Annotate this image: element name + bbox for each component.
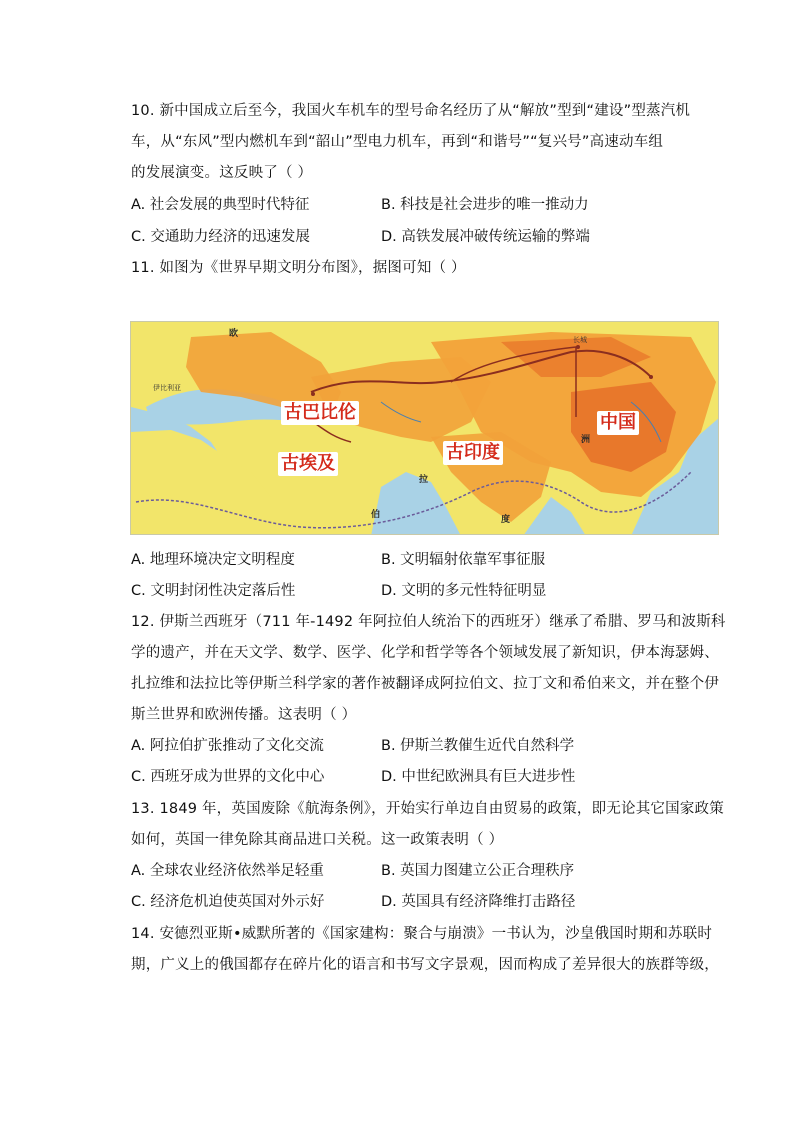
q13-stem-line-1: 13. 1849 年，英国废除《航海条例》，开始实行单边自由贸易的政策，即无论其它国家政策	[131, 801, 724, 817]
map-label-babylon: 古巴比伦	[281, 401, 359, 425]
q10-stem-line-3: 的发展演变。这反映了（ ）	[131, 165, 313, 181]
q11-option-a[interactable]: A. 地理环境决定文明程度	[131, 552, 295, 568]
q12-stem-line-4: 斯兰世界和欧洲传播。这表明（ ）	[131, 707, 357, 723]
map-label-china: 中国	[597, 411, 639, 435]
q14-stem-line-2: 期，广义上的俄国都存在碎片化的语言和书写文字景观，因而构成了差异很大的族群等级，	[131, 957, 719, 973]
q11-option-c[interactable]: C. 文明封闭性决定落后性	[131, 583, 296, 599]
q12-stem-line-3: 扎拉维和法拉比等伊斯兰科学家的著作被翻译成阿拉伯文、拉丁文和希伯来文，并在整个伊	[131, 676, 719, 692]
q12-option-d[interactable]: D. 中世纪欧洲具有巨大进步性	[381, 769, 576, 785]
map-label-greatwall: 长城	[573, 336, 587, 344]
q10-stem-line-1: 10. 新中国成立后至今，我国火车机车的型号命名经历了从“解放”型到“建设”型蒸汽机	[131, 103, 691, 119]
q12-option-a[interactable]: A. 阿拉伯扩张推动了文化交流	[131, 738, 324, 754]
map-label-egypt: 古埃及	[278, 452, 338, 476]
q11-stem-line-1: 11. 如图为《世界早期文明分布图》，据图可知（ ）	[131, 260, 466, 276]
q10-option-b[interactable]: B. 科技是社会进步的唯一推动力	[381, 197, 589, 213]
map-region-europe: 欧	[229, 329, 239, 339]
early-civilizations-map	[130, 321, 719, 535]
q11-option-b[interactable]: B. 文明辐射依靠军事征服	[381, 552, 546, 568]
q13-option-b[interactable]: B. 英国力图建立公正合理秩序	[381, 863, 575, 879]
q13-option-d[interactable]: D. 英国具有经济降维打击路径	[381, 894, 576, 910]
q10-option-d[interactable]: D. 高铁发展冲破传统运输的弊端	[381, 229, 590, 245]
q12-stem-line-2: 学的遗产，并在天文学、数学、医学、化学和哲学等各个领域发展了新知识，伊本海瑟姆、	[131, 645, 719, 661]
map-city-dot	[311, 392, 315, 396]
q12-option-b[interactable]: B. 伊斯兰教催生近代自然科学	[381, 738, 575, 754]
map-label-iberia: 伊比利亚	[153, 384, 181, 392]
map-region-asia: 洲	[581, 435, 591, 445]
q12-option-c[interactable]: C. 西班牙成为世界的文化中心	[131, 769, 325, 785]
q10-stem-line-2: 车，从“东风”型内燃机车到“韶山”型电力机车，再到“和谐号”“复兴号”高速动车组	[131, 134, 664, 150]
q13-stem-line-2: 如何，英国一律免除其商品进口关税。这一政策表明（ ）	[131, 832, 504, 848]
map-city-dot	[576, 345, 580, 349]
map-label-india-sub: 度	[501, 515, 511, 525]
q10-option-c[interactable]: C. 交通助力经济的迅速发展	[131, 229, 310, 245]
q13-option-a[interactable]: A. 全球农业经济依然举足轻重	[131, 863, 324, 879]
q13-option-c[interactable]: C. 经济危机迫使英国对外示好	[131, 894, 325, 910]
q10-option-a[interactable]: A. 社会发展的典型时代特征	[131, 197, 310, 213]
map-label-arabia: 拉	[419, 475, 429, 485]
map-city-dot	[649, 375, 653, 379]
map-label-india: 古印度	[443, 441, 503, 465]
q14-stem-line-1: 14. 安德烈亚斯•威默所著的《国家建构：聚合与崩溃》一书认为，沙皇俄国时期和苏联时	[131, 926, 713, 942]
q12-stem-line-1: 12. 伊斯兰西班牙（711 年-1492 年阿拉伯人统治下的西班牙）继承了希腊、罗马和波斯科	[131, 614, 726, 630]
map-label-arabia-2: 伯	[371, 510, 381, 520]
q11-option-d[interactable]: D. 文明的多元性特征明显	[381, 583, 547, 599]
